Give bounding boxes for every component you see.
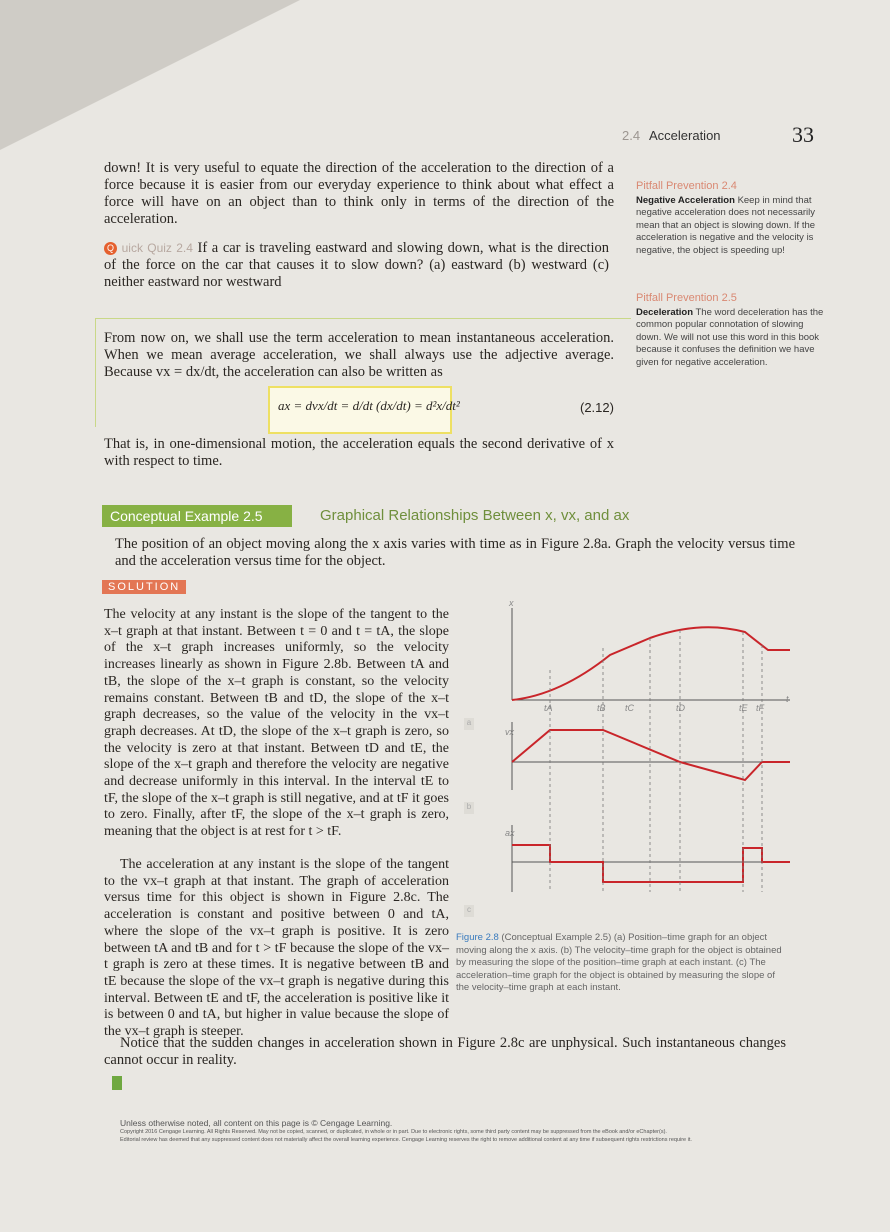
position-time-graph xyxy=(512,608,790,700)
quick-quiz xyxy=(104,240,609,291)
solution-paragraph-1: The velocity at any instant is the slope of the tangent to the x–t graph at that instant. Between t = 0 and t = tA, the slope of the x–t graph increases uniformly, so the velocity increases linearly as shown in Figure 2.8b. Between tA and tB, the slope of the x–t graph is constant, so the velocity remains constant. Between tB and tD, the slope of the x–t graph decreases, so the value of the velocity in the vx–t graph decreases. At tD, the slope of the x–t graph is zero, so the velocity is zero at that instant. Between tD and tE, the slope of the x–t graph and therefore the velocity are negative and decrease uniformly in this interval. In the interval tE to tF, the slope of the x–t graph is still negative, and at tF it goes to zero. Finally, after tF, the slope of the x–t graph is zero, meaning that the object is at rest for t > tF. xyxy=(104,607,449,840)
footer-copyright: Copyright 2016 Cengage Learning. All Rights Reserved. May not be copied, scanned, or duplicated, in whole or in part. Due to electronic rights, some third party content may be suppressed from the eBook and/or eChapter(s). xyxy=(120,1129,667,1135)
acceleration-time-graph xyxy=(512,825,790,892)
notice-paragraph: Notice that the sudden changes in acceleration shown in Figure 2.8c are unphysical. Such instantaneous changes cannot occur in reality. xyxy=(104,1035,786,1068)
time-label: tD xyxy=(676,703,685,713)
time-label: tE xyxy=(739,703,748,713)
equation-number: (2.12) xyxy=(580,400,614,415)
definition-text: From now on, we shall use the term acceleration to mean instantaneous acceleration. When we mean average acceleration, we shall always use the adjective average. Because vx = dx/dt, the acceleration can also be written as xyxy=(104,330,614,380)
axis-label-vx: vx xyxy=(505,727,514,737)
figure-2-8-graphs xyxy=(500,600,800,900)
footer-editorial: Editorial review has deemed that any suppressed content does not materially affect the overall learning experience. Cengage Learning reserves the right to remove additional content at any time if subsequent rights restrictions require it. xyxy=(120,1137,692,1143)
example-problem: The position of an object moving along the x axis varies with time as in Figure 2.8a. Graph the velocity versus time and the acceleration versus time for the object. xyxy=(115,536,795,569)
solution-label: SOLUTION xyxy=(102,580,186,594)
time-label: tB xyxy=(597,703,606,713)
quiz-text: If a car is traveling eastward and slowing down, what is the direction of the force on the car that causes it to slow down? (a) eastward (b) westward (c) neither eastward nor westward xyxy=(104,240,610,290)
pitfall-heading: Deceleration xyxy=(636,306,694,318)
pitfall-text: Keep in mind that negative acceleration does not necessarily mean that an object is slowing down. If the acceleration is negative and the velocity is negative, the object is speeding up! xyxy=(636,194,816,256)
section-title: Acceleration xyxy=(648,128,721,143)
quiz-icon: Q xyxy=(104,242,117,255)
pitfall-heading: Negative Acceleration xyxy=(636,194,735,206)
quiz-label: uick Quiz 2.4 xyxy=(121,241,193,255)
panel-label-b: b xyxy=(464,802,474,814)
pitfall-title: Pitfall Prevention 2.4 xyxy=(636,180,737,192)
figure-caption xyxy=(456,932,786,995)
intro-paragraph: down! It is very useful to equate the direction of the acceleration to the direction of a force because it is easier from our everyday experience to think about what effect a force will have on an object than to think only in terms of the direction of the acceleration. xyxy=(104,160,614,227)
time-label: tC xyxy=(625,703,634,713)
solution-paragraph-2: The acceleration at any instant is the slope of the tangent to the vx–t graph at that instant. The graph of acceleration versus time for this object is shown in Figure 2.8c. The acceleration is constant and positive between 0 and tA, where the slope of the vx–t graph is positive. It is zero between tA and tB and for t > tF because the slope of the vx–t graph is zero at these times. It is negative between tB and tE because the slope of the vx–t graph is negative during this interval. Between tE and tF, the acceleration is positive like it is between 0 and tA, but higher in value because the slope of the vx–t graph is steeper. xyxy=(104,857,449,1040)
running-header xyxy=(622,122,814,147)
panel-label-c: c xyxy=(464,905,474,917)
velocity-time-graph xyxy=(512,722,790,790)
panel-label-a: a xyxy=(464,718,474,730)
acceleration-equation: ax = dvx/dt = d/dt (dx/dt) = d²x/dt² xyxy=(278,398,460,413)
second-derivative-text: That is, in one-dimensional motion, the acceleration equals the second derivative of x with respect to time. xyxy=(104,436,614,469)
pitfall-prevention-2-5 xyxy=(636,292,826,369)
pitfall-prevention-2-4 xyxy=(636,180,826,257)
figure-label: Figure 2.8 xyxy=(456,932,499,943)
pitfall-title: Pitfall Prevention 2.5 xyxy=(636,292,737,304)
axis-label-t: t xyxy=(786,694,789,704)
section-number: 2.4 xyxy=(622,128,641,143)
figure-caption-text: (Conceptual Example 2.5) (a) Position–time graph for an object moving along the x axis. (b) The velocity–time graph for the object is obtained by measuring the slope of the position–time graph at each instant. (c) The acceleration–time graph for the object is obtained by measuring the slope of the velocity–time graph at each instant. xyxy=(456,932,782,993)
time-label: tF xyxy=(756,703,764,713)
pitfall-text: The word deceleration has the common popular connotation of slowing down. We will not use this word in this book because it confuses the definition we have given for negative acceleration. xyxy=(636,306,824,368)
footer-credit: Unless otherwise noted, all content on this page is © Cengage Learning. xyxy=(120,1118,393,1128)
time-label: tA xyxy=(544,703,553,713)
axis-label-ax: ax xyxy=(505,828,515,838)
example-title: Graphical Relationships Between x, vx, and ax xyxy=(320,507,630,524)
example-label: Conceptual Example 2.5 xyxy=(102,505,292,527)
axis-label-x: x xyxy=(509,598,514,608)
section-end-marker xyxy=(112,1076,122,1090)
page-number: 33 xyxy=(792,122,814,147)
